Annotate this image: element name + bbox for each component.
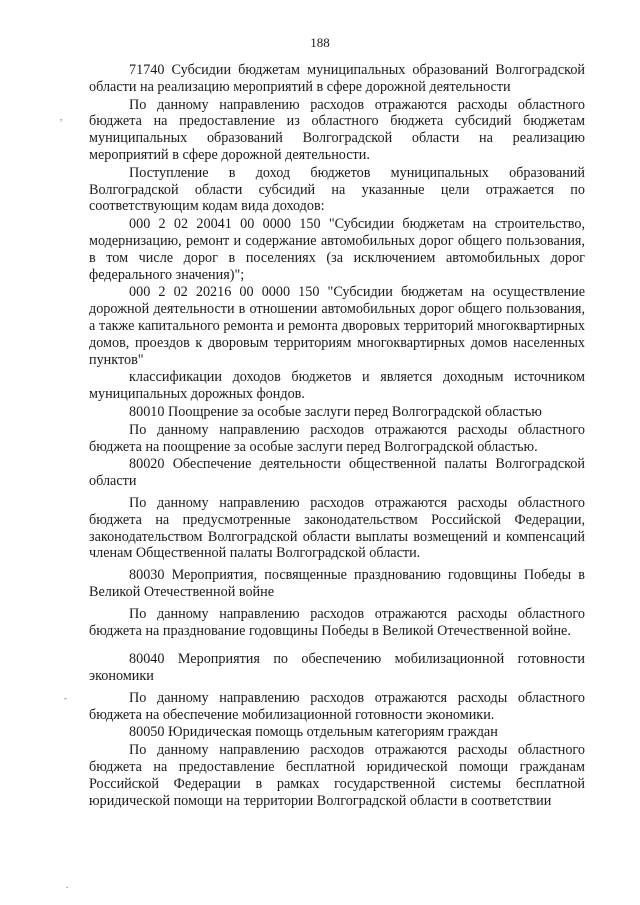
section-heading-80010: 80010 Поощрение за особые заслуги перед Волгоградской областью	[129, 403, 542, 420]
scan-speck: .	[66, 880, 69, 890]
section-heading-71740: 71740 Субсидии бюджетам муниципальных образований Волгоградской области на реализацию мероприятий в сфере дорожной деятельности	[89, 62, 585, 95]
income-code-item: 000 2 02 20041 00 0000 150 "Субсидии бюджетам на строительство, модернизацию, ремонт и содержание автомобильных дорог общего пользования, в том числе дорог в поселениях (за исключением автомобильных дорог федерального значения)";	[89, 216, 585, 283]
paragraph: классификации доходов бюджетов и является доходным источником муниципальных дорожных фондов.	[89, 369, 585, 403]
paragraph: По данному направлению расходов отражаются расходы областного бюджета на предоставление бесплатной юридической помощи гражданам Российской Федерации в рамках государственной системы бесплатной юридической помощи на территории Волгоградской области в соответствии	[89, 742, 585, 809]
section-heading-80050: 80050 Юридическая помощь отдельным категориям граждан	[129, 724, 498, 741]
scan-speck: -	[64, 693, 67, 703]
scan-speck: ,	[60, 112, 63, 122]
paragraph: Поступление в доход бюджетов муниципальных образований Волгоградской области субсидий на указанные цели отражается по соответствующим кодам вида доходов:	[89, 164, 585, 215]
paragraph: По данному направлению расходов отражаются расходы областного бюджета на поощрение за особые заслуги перед Волгоградской областью.	[89, 421, 585, 455]
page-number: 188	[310, 35, 330, 50]
paragraph: По данному направлению расходов отражаются расходы областного бюджета на предоставление из областного бюджета субсидий бюджетам муниципальных образований Волгоградской области на реализацию мероприятий в сфере дорожной деятельности.	[89, 96, 585, 163]
section-heading-80030: 80030 Мероприятия, посвященные празднованию годовщины Победы в Великой Отечественной войне	[89, 567, 585, 600]
document-body	[89, 62, 585, 810]
paragraph: По данному направлению расходов отражаются расходы областного бюджета на празднование годовщины Победы в Великой Отечественной войне.	[89, 605, 585, 639]
income-code-item: 000 2 02 20216 00 0000 150 "Субсидии бюджетам на осуществление дорожной деятельности в отношении автомобильных дорог общего пользования, а также капитального ремонта и ремонта дворовых территорий многоквартирных домов, проездов к дворовым территориям многоквартирных домов населенных пунктов"	[89, 284, 585, 368]
paragraph: По данному направлению расходов отражаются расходы областного бюджета на обеспечение мобилизационной готовности экономики.	[89, 689, 585, 723]
paragraph: По данному направлению расходов отражаются расходы областного бюджета на предусмотренные законодательством Российской Федерации, законодательством Волгоградской области выплаты возмещений и компенсаций членам Общественной палаты Волгоградской области.	[89, 494, 585, 562]
section-heading-80040: 80040 Мероприятия по обеспечению мобилизационной готовности экономики	[89, 651, 585, 685]
section-heading-80020: 80020 Обеспечение деятельности общественной палаты Волгоградской области	[89, 456, 585, 490]
